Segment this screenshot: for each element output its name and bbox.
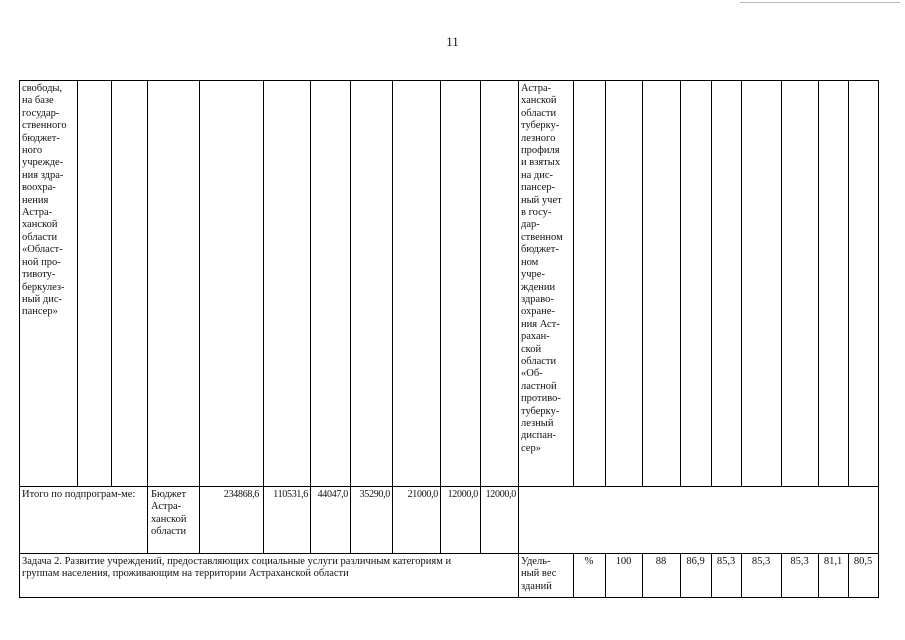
task-value: 86,9 xyxy=(686,556,705,567)
task-value: 81,1 xyxy=(823,556,843,567)
col-line xyxy=(573,80,574,487)
activity-name-cell: свободы, на базе государ- ственного бюджет- ного учрежде- ния здра- воохра- нения Астра- ханской области «Област- ной про- тивоту- беркулез- ный дис- пансер» xyxy=(22,83,67,318)
total-value: 234868,6 xyxy=(223,489,259,500)
col-line xyxy=(518,553,519,598)
table-border-bottom xyxy=(19,597,879,598)
task-value: 85,3 xyxy=(790,556,809,567)
col-line xyxy=(263,80,264,554)
col-line xyxy=(350,80,351,554)
col-line xyxy=(480,80,481,554)
col-line xyxy=(781,80,782,487)
table-border-left xyxy=(19,80,20,598)
col-line xyxy=(818,80,819,487)
total-value: 110531,6 xyxy=(273,489,308,500)
table-border-right xyxy=(878,80,879,598)
task-unit: % xyxy=(584,556,594,567)
total-label: Итого по подпрограм-ме: xyxy=(22,489,136,500)
col-line xyxy=(147,80,148,554)
task-value: 85,3 xyxy=(716,556,736,567)
task-title: Задача 2. Развитие учреждений, предоставляющих социальные услуги различным категориям и группам населения, проживающим на территории Астраханской области xyxy=(22,556,452,580)
col-line xyxy=(310,80,311,554)
col-line xyxy=(111,80,112,487)
task-value: 100 xyxy=(615,556,632,567)
total-value: 12000,0 xyxy=(447,489,478,500)
funding-source: Бюджет Астра- ханской области xyxy=(151,489,187,538)
col-line xyxy=(711,80,712,487)
col-line xyxy=(518,80,519,554)
col-line xyxy=(392,80,393,554)
col-line xyxy=(680,80,681,487)
row-divider-total xyxy=(19,486,879,487)
task-value: 80,5 xyxy=(853,556,873,567)
total-value: 12000,0 xyxy=(485,489,516,500)
col-line xyxy=(642,80,643,487)
total-value: 35290,0 xyxy=(359,489,390,500)
col-line xyxy=(440,80,441,554)
col-line xyxy=(848,80,849,487)
total-value: 21000,0 xyxy=(407,489,438,500)
col-line xyxy=(605,80,606,487)
table-border-top xyxy=(19,80,879,81)
indicator-name-cell: Астра- ханской области туберку- лезного профиля и взятых на дис- пансер- ный учет в госу- дар- ственном бюджет- ном учре- ждении здраво- охране- ния Аст- рахан- ской области «Об- ластной противо- туберку- лезный диспан- сер» xyxy=(521,83,563,454)
col-line xyxy=(741,80,742,487)
page-number: 11 xyxy=(446,34,459,49)
row-divider-task xyxy=(19,553,879,554)
task-indicator: Удель- ный вес зданий xyxy=(521,556,557,592)
task-value: 88 xyxy=(655,556,667,567)
task-value: 85,3 xyxy=(751,556,771,567)
total-value: 44047,0 xyxy=(317,489,348,500)
col-line xyxy=(77,80,78,487)
col-line xyxy=(199,80,200,554)
